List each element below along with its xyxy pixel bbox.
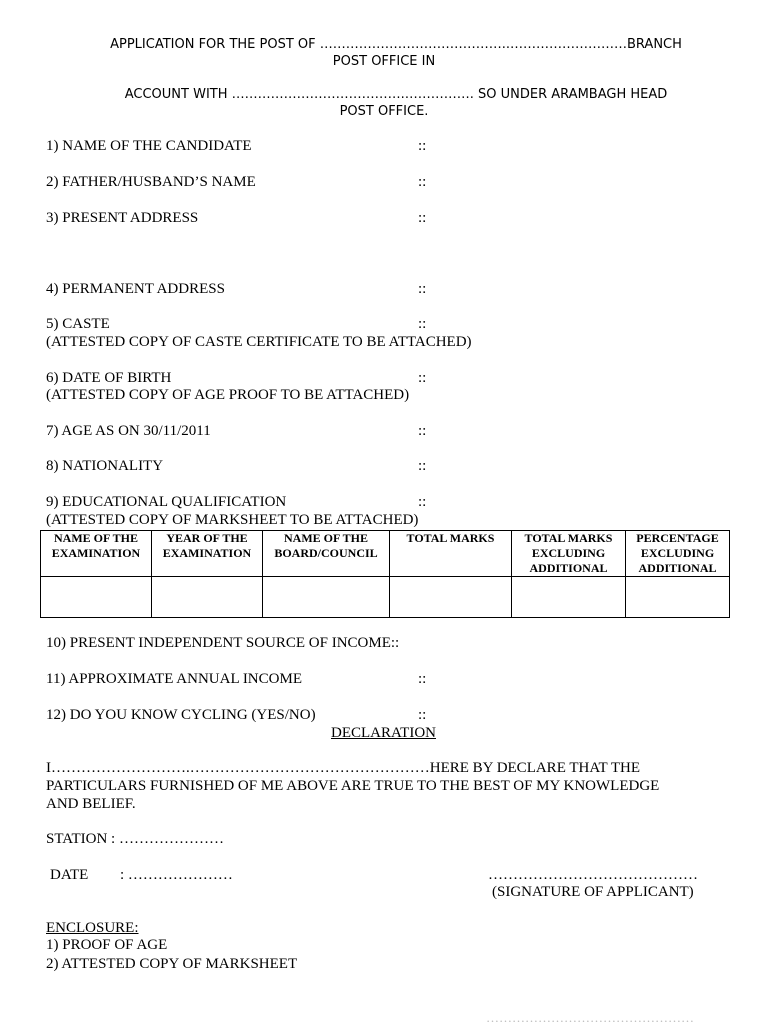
- header-line-4: POST OFFICE.: [339, 104, 429, 119]
- declaration-title: DECLARATION: [331, 725, 436, 741]
- field-annual-income-separator: ::: [418, 671, 427, 687]
- enclosure-item-2: 2) ATTESTED COPY OF MARKSHEET: [46, 956, 298, 972]
- table-cell-board[interactable]: [263, 577, 390, 618]
- header-line-1: APPLICATION FOR THE POST OF ……………………………………..………………………BRANCH: [110, 37, 682, 52]
- field-dob-separator: ::: [418, 370, 427, 386]
- table-header-total-marks: [390, 531, 512, 577]
- table-header-board: [263, 531, 390, 577]
- table-row: [41, 577, 730, 618]
- table-header-percentage: [626, 531, 730, 577]
- table-cell-exam-year[interactable]: [152, 577, 263, 618]
- education-table: [40, 530, 730, 618]
- field-dob-label: 6) DATE OF BIRTH: [46, 370, 172, 386]
- header-text: NAME OF THE: [53, 531, 138, 545]
- header-text: TOTAL MARKS: [524, 531, 613, 545]
- header-text: PERCENTAGE: [636, 531, 719, 545]
- enclosure-title: ENCLOSURE:: [46, 920, 139, 936]
- header-text: EXAMINATION: [162, 546, 252, 560]
- field-annual-income-label: 11) APPROXIMATE ANNUAL INCOME: [46, 671, 302, 687]
- declaration-line-2: PARTICULARS FURNISHED OF ME ABOVE ARE TRUE TO THE BEST OF MY KNOWLEDGE: [46, 778, 660, 794]
- date-label: DATE: [50, 867, 89, 883]
- field-education-label: 9) EDUCATIONAL QUALIFICATION: [46, 494, 287, 510]
- table-header-exam-name: [41, 531, 152, 577]
- field-nationality-separator: ::: [418, 458, 427, 474]
- field-permanent-address-label: 4) PERMANENT ADDRESS: [46, 281, 225, 297]
- signature-label: (SIGNATURE OF APPLICANT): [492, 884, 694, 900]
- table-header-row: [41, 531, 730, 577]
- field-dob-note: (ATTESTED COPY OF AGE PROOF TO BE ATTACHED): [46, 387, 410, 403]
- field-income-source-label: 10) PRESENT INDEPENDENT SOURCE OF INCOME::: [46, 635, 400, 651]
- table-cell-total-excluding[interactable]: [512, 577, 626, 618]
- header-text: YEAR OF THE: [166, 531, 248, 545]
- date-field: : …………………: [120, 867, 233, 883]
- field-age-separator: ::: [418, 423, 427, 439]
- field-caste-note: (ATTESTED COPY OF CASTE CERTIFICATE TO BE ATTACHED): [46, 334, 472, 350]
- declaration-line-1: I……………………….…………………………………………HERE BY DECLARE THAT THE: [46, 760, 641, 776]
- table-header-total-excluding: [512, 531, 626, 577]
- header-text: ADDITIONAL: [529, 561, 608, 575]
- header-text: BOARD/COUNCIL: [274, 546, 378, 560]
- header-text: EXCLUDING: [531, 546, 606, 560]
- field-caste-label: 5) CASTE: [46, 316, 110, 332]
- field-father-separator: ::: [418, 174, 427, 190]
- bottom-dotted-line: …………………………………………: [486, 1010, 694, 1025]
- signature-line: ……………………………………: [488, 867, 698, 883]
- field-cycling-label: 12) DO YOU KNOW CYCLING (YES/NO): [46, 707, 316, 723]
- field-father-label: 2) FATHER/HUSBAND’S NAME: [46, 174, 256, 190]
- station-field: STATION : …………………: [46, 831, 224, 847]
- table-cell-percentage[interactable]: [626, 577, 730, 618]
- header-text: EXAMINATION: [51, 546, 141, 560]
- header-text: EXCLUDING: [640, 546, 715, 560]
- field-name-label: 1) NAME OF THE CANDIDATE: [46, 138, 252, 154]
- header-line-3: ACCOUNT WITH ………………………………….……………. SO UNDER ARAMBAGH HEAD: [124, 87, 668, 102]
- table-cell-exam-name[interactable]: [41, 577, 152, 618]
- field-cycling-separator: ::: [418, 707, 427, 723]
- table-cell-total-marks[interactable]: [390, 577, 512, 618]
- field-name-separator: ::: [418, 138, 427, 154]
- header-line-2: POST OFFICE IN: [332, 54, 436, 69]
- header-text: NAME OF THE: [283, 531, 368, 545]
- field-education-note: (ATTESTED COPY OF MARKSHEET TO BE ATTACHED): [46, 512, 419, 528]
- field-age-label: 7) AGE AS ON 30/11/2011: [46, 423, 211, 439]
- header-text: TOTAL MARKS: [406, 531, 495, 545]
- field-education-separator: ::: [418, 494, 427, 510]
- field-nationality-label: 8) NATIONALITY: [46, 458, 164, 474]
- table-header-exam-year: [152, 531, 263, 577]
- field-present-address-separator: ::: [418, 210, 427, 226]
- field-present-address-label: 3) PRESENT ADDRESS: [46, 210, 199, 226]
- header-text: ADDITIONAL: [638, 561, 717, 575]
- field-caste-separator: ::: [418, 316, 427, 332]
- declaration-line-3: AND BELIEF.: [46, 796, 136, 812]
- enclosure-item-1: 1) PROOF OF AGE: [46, 937, 168, 953]
- field-permanent-address-separator: ::: [418, 281, 427, 297]
